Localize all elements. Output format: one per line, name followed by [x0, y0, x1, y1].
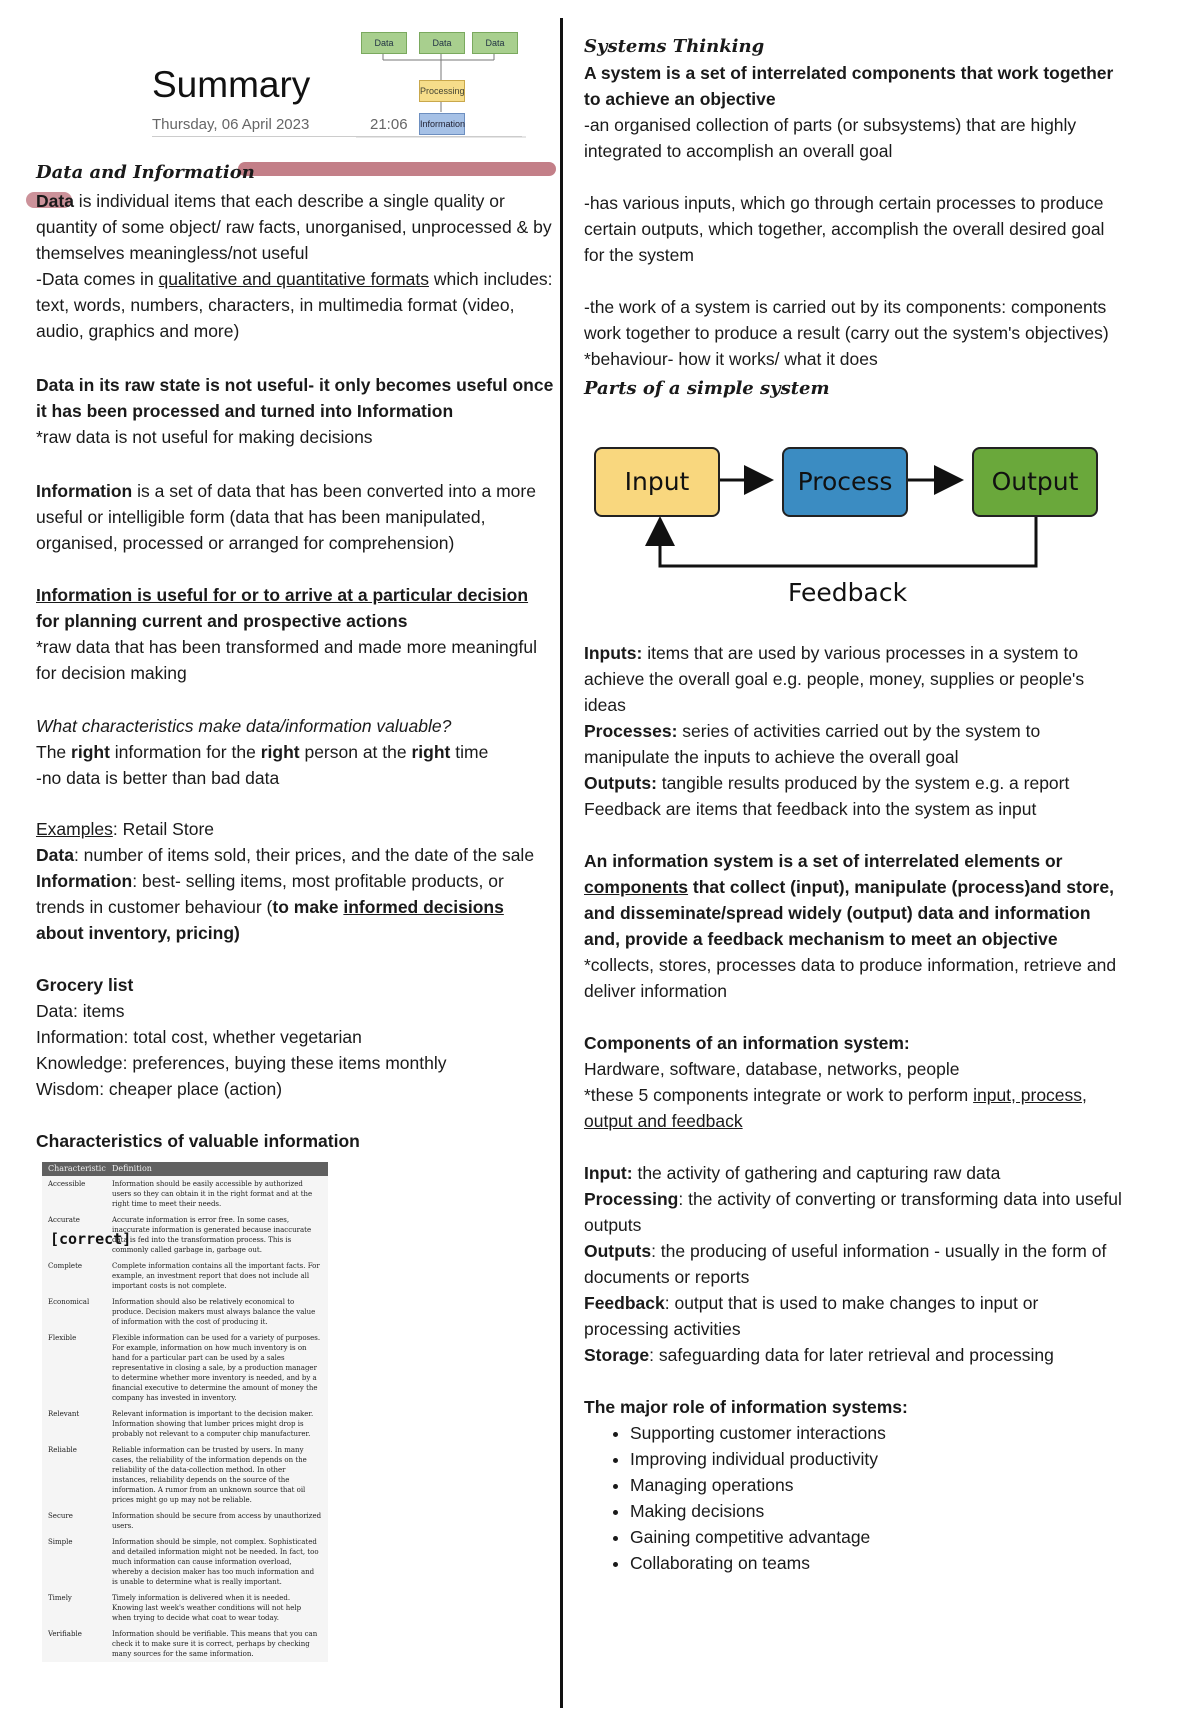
mini-processing-box: Processing [419, 80, 465, 102]
activity-text: : the activity of converting or transforming data into useful outputs [584, 1189, 1122, 1235]
information-system-definition [584, 848, 1124, 1004]
no-data-line: -no data is better than bad data [36, 768, 280, 788]
activity-term: Feedback [584, 1293, 665, 1313]
roles-list [584, 1420, 1124, 1576]
raw-state-block [36, 372, 556, 450]
system-line: -has various inputs, which go through certain processes to produce certain outputs, which together, accomplish the overall desired goal for the system [584, 193, 1105, 265]
table-row [42, 1508, 328, 1534]
table-row [42, 1406, 328, 1442]
system-line: -an organised collection of parts (or subsystems) that are highly integrated to accomplish an overall goal [584, 115, 1077, 161]
feedback-line: Feedback are items that feedback into the system as input [584, 799, 1037, 819]
part-term: Outputs: [584, 773, 657, 793]
valuable-block [36, 713, 556, 791]
grocery-block [36, 972, 556, 1102]
table-row [42, 1258, 328, 1294]
mini-data-box-1: Data [361, 32, 407, 54]
components-block [584, 1030, 1124, 1134]
table-cell-characteristic: Reliable [48, 1446, 77, 1454]
example-info-text: : best- selling items, most profitable products, or trends in customer behaviour ( [36, 871, 504, 917]
right-line-a: The [36, 742, 72, 762]
mini-data-box-3: Data [472, 32, 518, 54]
page-time: 21:06 [370, 116, 408, 133]
table-header [42, 1162, 328, 1176]
activities-block [584, 1160, 1124, 1368]
role-item: • Managing operations [630, 1472, 1124, 1498]
activity-text: : safeguarding data for later retrieval and processing [649, 1345, 1054, 1365]
table-header-definition: Definition [112, 1164, 152, 1173]
data-term: Data [36, 191, 74, 211]
right-line-r3: right [411, 742, 451, 762]
table-cell-definition: Reliable information can be trusted by users. In many cases, the reliability of the information depends on the reliability of the data-collection method. In other instances, reliability depends on the source of the information. A rumor from an unknown source that oil prices might go up may not be reliable. [112, 1446, 307, 1504]
grocery-line: Wisdom: cheaper place (action) [36, 1079, 283, 1099]
activity-item [584, 1238, 1124, 1290]
examples-block [36, 816, 556, 946]
highlight-stroke [238, 162, 556, 176]
system-line: -the work of a system is carried out by its components: components work together to produce a result (carry out the system's objectives) [584, 297, 1109, 343]
components-list: Hardware, software, database, networks, people [584, 1059, 960, 1079]
table-cell-characteristic: Timely [48, 1594, 72, 1602]
information-useful-rest: for planning current and prospective actions [36, 611, 408, 631]
table-cell-characteristic: Complete [48, 1262, 83, 1270]
right-line-b: information for the [109, 742, 261, 762]
table-cell-definition: Information should also be relatively economical to produce. Decision makers must always balance the value of information with the cost of producing it. [112, 1298, 316, 1326]
part-text: tangible results produced by the system e.g. a report [656, 773, 1070, 793]
right-lower-column [584, 640, 1124, 1576]
role-item: • Supporting customer interactions [630, 1420, 1124, 1446]
information-useful-block [36, 582, 556, 686]
activity-item [584, 1186, 1124, 1238]
raw-state-statement: Data in its raw state is not useful- it only becomes useful once it has been processed and turned into Information [36, 375, 554, 421]
table-row [42, 1534, 328, 1590]
table-row [42, 1442, 328, 1508]
role-item: • Improving individual productivity [630, 1446, 1124, 1472]
activity-term: Storage [584, 1345, 650, 1365]
example-info-underline: informed decisions [343, 897, 504, 917]
part-item [584, 770, 1124, 796]
activity-text: the activity of gathering and capturing raw data [632, 1163, 1001, 1183]
part-term: Processes: [584, 721, 678, 741]
characteristics-title: Characteristics of valuable information [36, 1131, 360, 1151]
table-cell-characteristic: Economical [48, 1298, 90, 1306]
components-title: Components of an information system: [584, 1033, 910, 1053]
example-data-text: : number of items sold, their prices, and the date of the sale [73, 845, 535, 865]
is-def-underline: components [584, 877, 689, 897]
table-cell-definition: Information should be secure from access by unauthorized users. [112, 1512, 322, 1530]
behaviour-note: *behaviour- how it works/ what it does [584, 349, 878, 369]
data-definition [36, 188, 556, 344]
examples-label: Examples [36, 819, 113, 839]
role-item: • Gaining competitive advantage [630, 1524, 1124, 1550]
data-formats-post: which includes: text, words, numbers, characters, in multimedia format (video, audio, graphics and more) [36, 269, 553, 341]
right-line-c: person at the [299, 742, 412, 762]
activity-text: : output that is used to make changes to input or processing activities [584, 1293, 1039, 1339]
activity-item [584, 1342, 1124, 1368]
system-definition-block [584, 60, 1124, 372]
column-divider [560, 18, 563, 1708]
activity-text: : the producing of useful information - usually in the form of documents or reports [584, 1241, 1107, 1287]
part-term: Inputs: [584, 643, 643, 663]
input-box: Input [594, 447, 720, 517]
information-definition-text: is a set of data that has been converted into a more useful or intelligible form (data that has been manipulated, organised, processed or arranged for comprehension) [36, 481, 536, 553]
page-title: Summary [152, 64, 311, 105]
examples-title: : Retail Store [112, 819, 214, 839]
data-formats-underline: qualitative and quantitative formats [158, 269, 429, 289]
raw-state-note: *raw data is not useful for making decisions [36, 427, 373, 447]
table-cell-definition: Relevant information is important to the decision maker. Information showing that lumber prices might drop is probably not relevant to a computer chip manufacturer. [112, 1410, 314, 1438]
data-formats-pre: -Data comes in [36, 269, 159, 289]
is-note: *collects, stores, processes data to produce information, retrieve and deliver information [584, 955, 1117, 1001]
table-cell-characteristic: Accessible [48, 1180, 86, 1188]
page-date: Thursday, 06 April 2023 [152, 116, 310, 133]
part-text: series of activities carried out by the system to manipulate the inputs to achieve the overall goal [584, 721, 1041, 767]
table-row [42, 1626, 328, 1662]
table-cell-definition: Information should be easily accessible by authorized users so they can obtain it in the right format and at the right time to meet their needs. [112, 1180, 313, 1208]
table-header-characteristic: Characteristic [48, 1164, 106, 1173]
data-definition-text: is individual items that each describe a single quality or quantity of some object/ raw facts, unorganised, unprocessed & by themselves meaningless/not useful [36, 191, 552, 263]
table-cell-characteristic: Accurate [48, 1216, 80, 1224]
activity-term: Input: [584, 1163, 633, 1183]
table-row [42, 1176, 328, 1212]
section-title-systems-thinking: Systems Thinking [584, 36, 765, 57]
table-cell-characteristic: Simple [48, 1538, 73, 1546]
table-cell-characteristic: Secure [48, 1512, 73, 1520]
table-cell-definition: Information should be verifiable. This means that you can check it to make sure it is correct, perhaps by checking many sources for the same information. [112, 1630, 318, 1658]
right-information-line [36, 739, 556, 765]
mini-data-box-2: Data [419, 32, 465, 54]
information-useful-note: *raw data that has been transformed and made more meaningful for decision making [36, 637, 537, 683]
is-def-b: that collect (input), manipulate (process)and store, and disseminate/spread widely (output) data and information and, provide a feedback mechanism to meet an objective [584, 877, 1114, 949]
activity-item [584, 1290, 1124, 1342]
role-item: • Collaborating on teams [630, 1550, 1124, 1576]
example-info-bold1: to make [272, 897, 344, 917]
right-line-d: time [450, 742, 489, 762]
grocery-line: Information: total cost, whether vegetarian [36, 1027, 362, 1047]
section-title-data-information: Data and Information [36, 162, 255, 183]
components-note-pre: *these 5 components integrate or work to perform [584, 1085, 974, 1105]
information-definition [36, 478, 556, 556]
table-cell-characteristic: Flexible [48, 1334, 77, 1342]
activity-term: Processing [584, 1189, 679, 1209]
right-line-r1: right [71, 742, 110, 762]
roles-block [584, 1394, 1124, 1576]
system-definition: A system is a set of interrelated components that work together to achieve an objective [584, 63, 1114, 109]
process-box: Process [782, 447, 908, 517]
table-cell-characteristic: Verifiable [48, 1630, 82, 1638]
part-item [584, 640, 1124, 718]
part-item [584, 718, 1124, 770]
table-cell-characteristic: Relevant [48, 1410, 80, 1418]
role-item: • Making decisions [630, 1498, 1124, 1524]
components-note-underline: input, process, output and feedback [584, 1085, 1087, 1131]
parts-list [584, 640, 1124, 822]
example-info-bold2: about inventory, pricing) [36, 923, 240, 943]
correct-annotation: [correct] [50, 1230, 132, 1248]
table-cell-definition: Timely information is delivered when it is needed. Knowing last week's weather conditions will not help when trying to decide what coat to wear today. [112, 1594, 302, 1622]
table-cell-definition: Complete information contains all the important facts. For example, an investment report that does not include all important costs is not complete. [112, 1262, 320, 1290]
grocery-title: Grocery list [36, 975, 134, 995]
grocery-line: Data: items [36, 1001, 125, 1021]
roles-title: The major role of information systems: [584, 1397, 908, 1417]
valuable-question: What characteristics make data/information valuable? [36, 716, 452, 736]
parts-title: Parts of a simple system [584, 378, 830, 399]
mini-information-box: Information [419, 113, 465, 135]
activity-item [584, 1160, 1124, 1186]
information-term: Information [36, 481, 133, 501]
example-data-term: Data [36, 845, 74, 865]
table-cell-definition: Accurate information is error free. In some cases, inaccurate information is generated because inaccurate data is fed into the transformation process. This is commonly called garbage in, garbage out. [112, 1216, 312, 1254]
information-useful-underline: Information is useful for or to arrive at a particular decision [36, 585, 529, 605]
table-row [42, 1330, 328, 1406]
table-row [42, 1294, 328, 1330]
part-text: items that are used by various processes in a system to achieve the overall goal e.g. people, money, supplies or people's ideas [584, 643, 1085, 715]
table-body [42, 1176, 328, 1662]
output-box: Output [972, 447, 1098, 517]
grocery-line: Knowledge: preferences, buying these items monthly [36, 1053, 447, 1073]
table-cell-definition: Information should be simple, not complex. Sophisticated and detailed information might not be needed. In fact, too much information can cause information overload, whereby a decision maker has too much information and is unable to determine what is really important. [112, 1538, 319, 1586]
activity-term: Outputs [584, 1241, 652, 1261]
feedback-label: Feedback [788, 578, 908, 607]
table-cell-definition: Flexible information can be used for a variety of purposes. For example, information on how much inventory is on hand for a particular part can be used by a sales representative in closing a sale, by a production manager to determine whether more inventory is needed, and by a financial executive to determine the amount of money the company has invested in inventory. [112, 1334, 321, 1402]
table-row [42, 1590, 328, 1626]
is-def-a: An information system is a set of interrelated elements or [584, 851, 1063, 871]
example-info-term: Information [36, 871, 133, 891]
right-line-r2: right [260, 742, 300, 762]
